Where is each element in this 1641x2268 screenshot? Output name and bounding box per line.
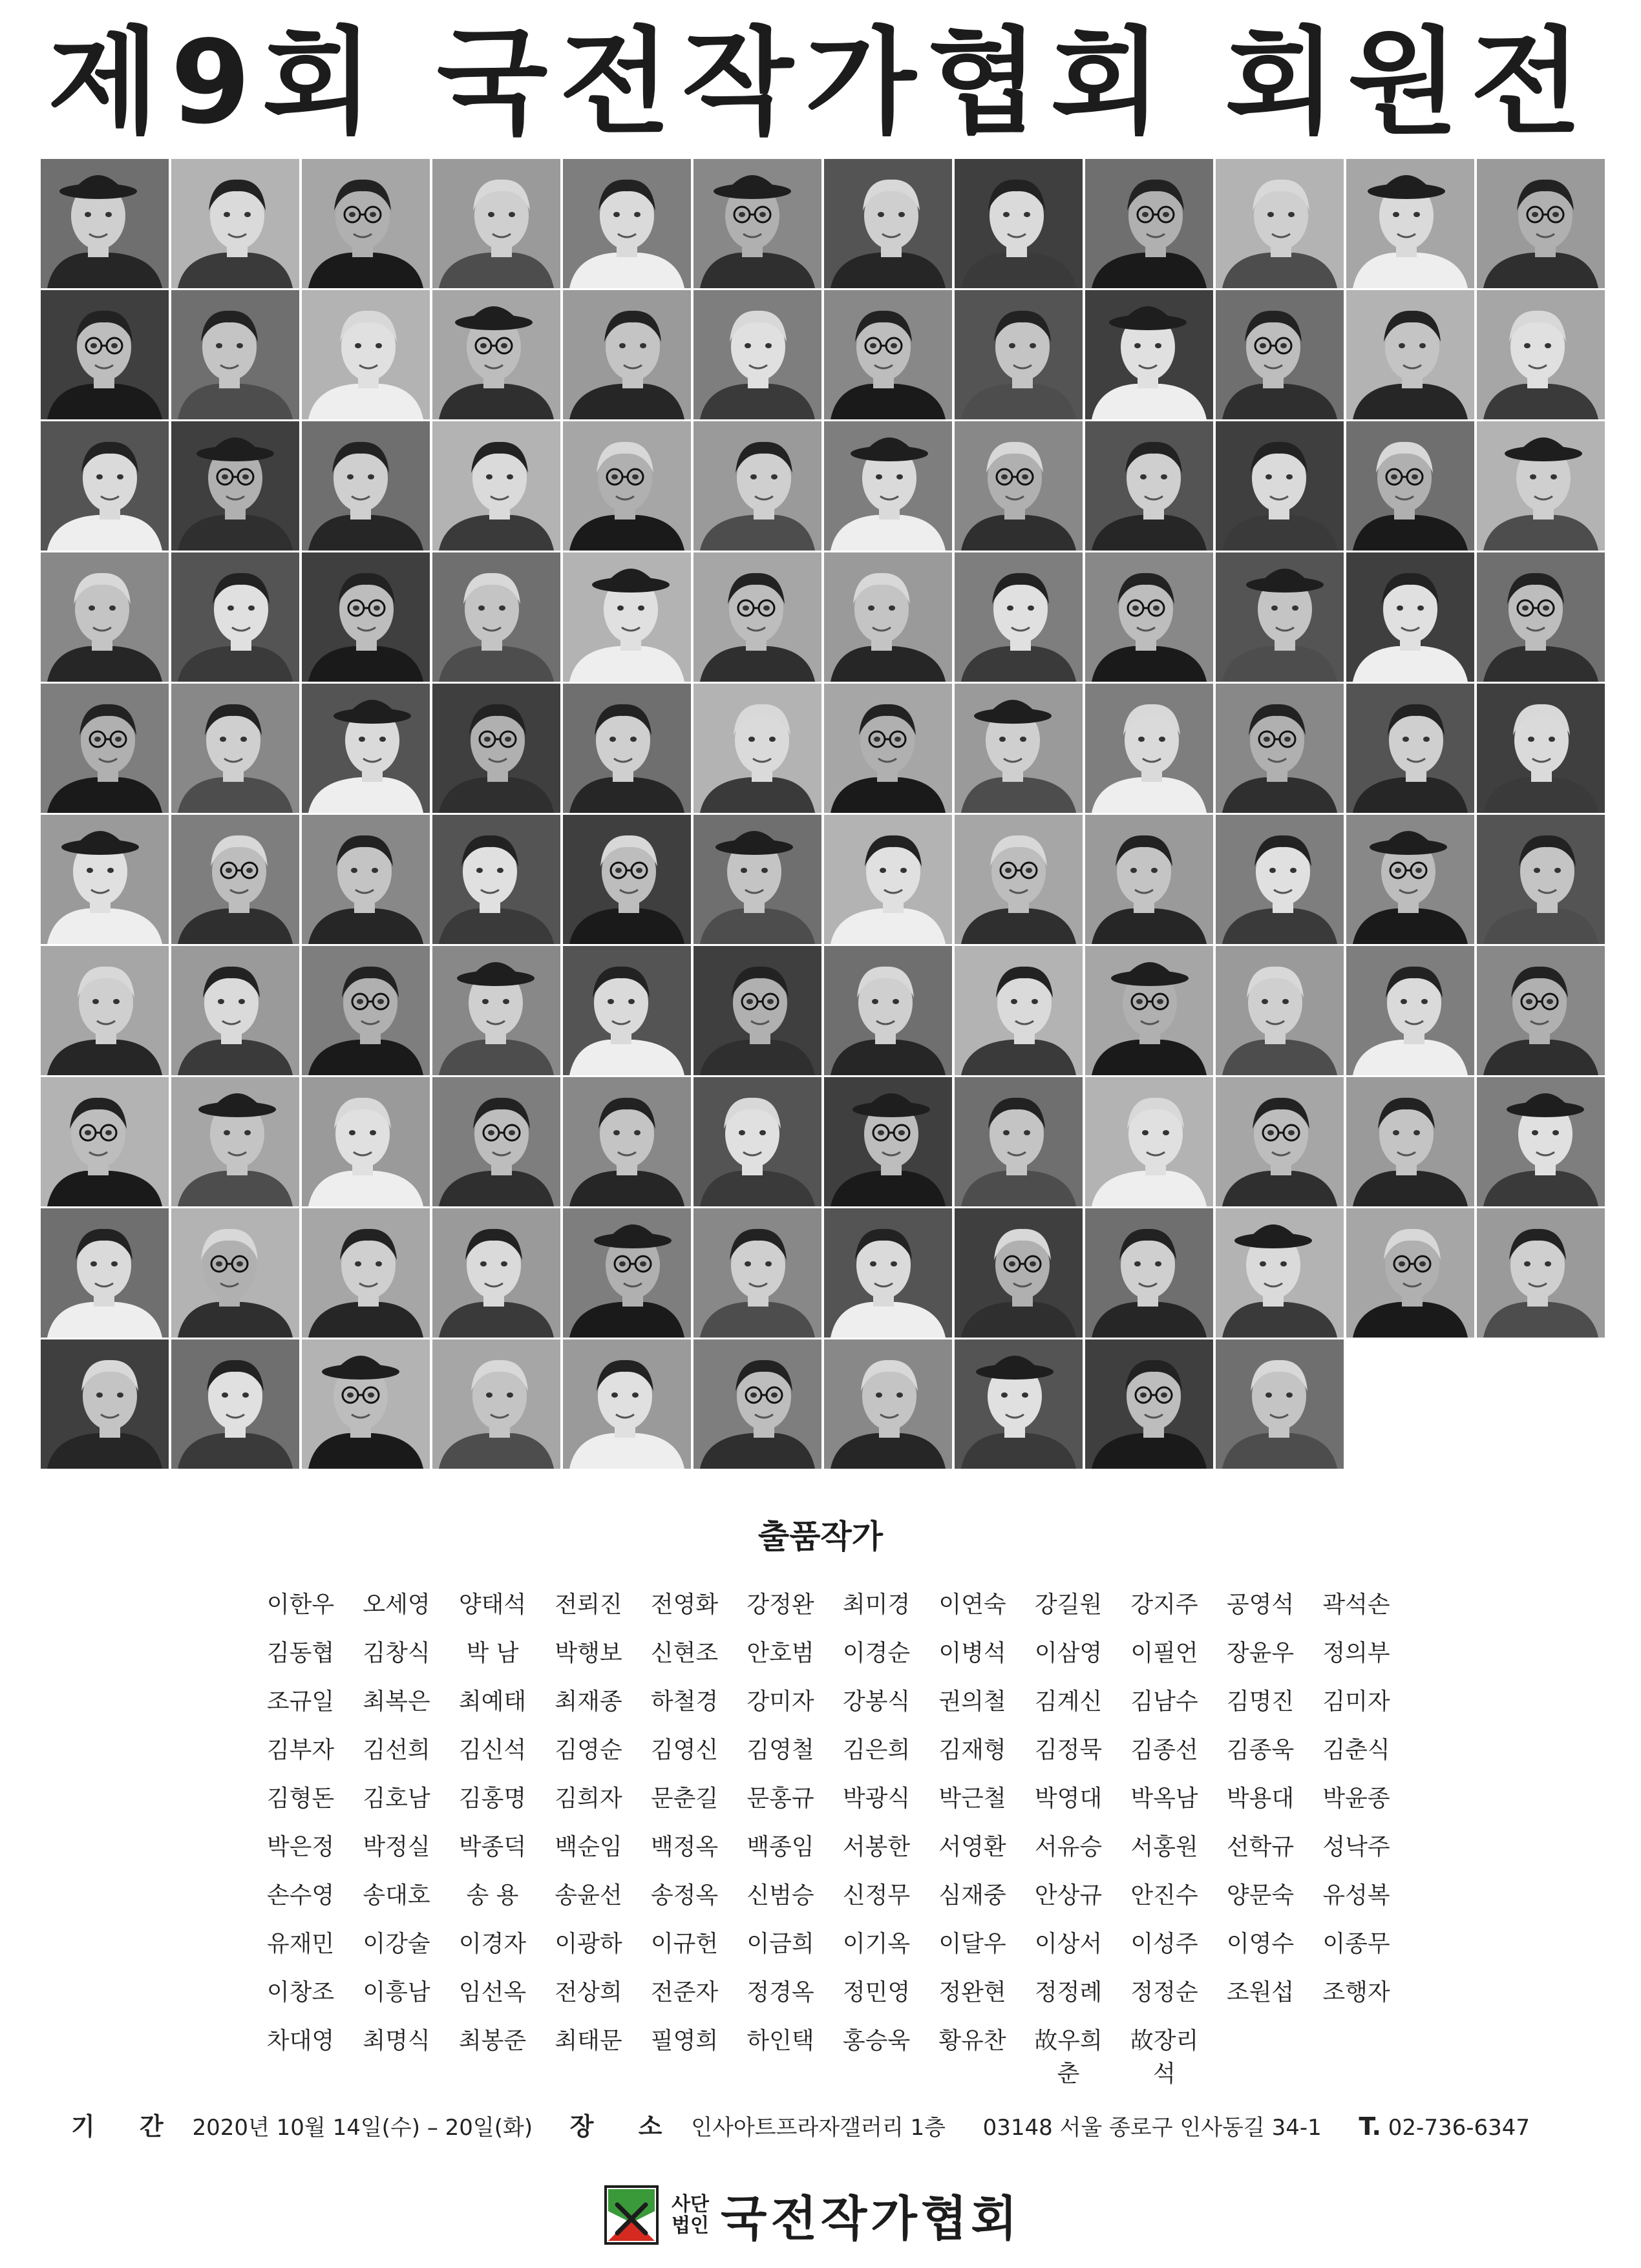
member-photo <box>171 159 299 288</box>
member-photo <box>1346 421 1474 551</box>
member-photo <box>171 1208 299 1338</box>
member-photo <box>1346 552 1474 682</box>
artist-name: 이상서 <box>1034 1931 1103 1957</box>
artist-name: 김호남 <box>363 1785 430 1812</box>
member-photo <box>1085 946 1213 1075</box>
artist-name: 이광하 <box>555 1931 622 1957</box>
logo-mark-icon <box>604 2185 659 2245</box>
artist-name: 조원섭 <box>1226 1979 1295 2006</box>
logo-small-line1: 사단 <box>672 2192 709 2216</box>
member-photo <box>955 421 1083 551</box>
logo-small-line2: 법인 <box>672 2214 709 2237</box>
artist-row <box>255 1877 1419 1926</box>
artist-name: 김형돈 <box>266 1785 335 1812</box>
artist-name: 문춘길 <box>650 1785 719 1812</box>
member-photo <box>563 815 691 944</box>
artist-name: 박행보 <box>555 1640 622 1666</box>
member-photo <box>432 815 560 944</box>
member-photo <box>1216 290 1344 419</box>
artist-name: 김명진 <box>1226 1688 1295 1715</box>
artist-name: 신현조 <box>650 1640 719 1666</box>
member-photo <box>41 684 169 813</box>
member-photo <box>693 1208 821 1338</box>
artist-name: 심재중 <box>938 1882 1006 1909</box>
member-photo <box>1216 684 1344 813</box>
artist-name: 김은희 <box>842 1737 911 1763</box>
member-photo <box>1085 815 1213 944</box>
artist-name: 백종임 <box>746 1834 814 1860</box>
member-photo <box>1346 1208 1474 1338</box>
member-photo <box>693 1077 821 1206</box>
member-photo <box>824 684 952 813</box>
artist-name: 이기옥 <box>842 1931 911 1957</box>
artist-name: 장윤우 <box>1226 1640 1295 1666</box>
logo-name: 국전작가협회 <box>720 2190 1021 2247</box>
artist-name: 성낙주 <box>1322 1834 1390 1860</box>
artist-name: 이흥남 <box>363 1979 430 2006</box>
member-photo <box>1346 946 1474 1075</box>
member-photo <box>1216 946 1344 1075</box>
member-photo <box>41 159 169 288</box>
artist-name: 신범승 <box>746 1882 814 1909</box>
artist-name: 서봉한 <box>842 1834 911 1860</box>
member-photo <box>41 421 169 551</box>
artist-name: 유재민 <box>266 1931 335 1957</box>
artist-name: 최미경 <box>842 1591 911 1618</box>
member-photo <box>1216 1339 1344 1469</box>
member-photo <box>693 552 821 682</box>
member-photo <box>302 946 430 1075</box>
artist-name: 정완현 <box>938 1979 1006 2006</box>
member-photo <box>41 815 169 944</box>
member-photo <box>1085 159 1213 288</box>
artist-name: 박용대 <box>1226 1785 1295 1812</box>
artist-name: 공영석 <box>1226 1591 1295 1618</box>
artist-name: 김영순 <box>555 1737 622 1763</box>
artist-name: 하철경 <box>650 1688 719 1715</box>
member-photo <box>432 1208 560 1338</box>
artist-name: 전준자 <box>650 1979 719 2006</box>
member-photo <box>432 421 560 551</box>
section-title: 출품작가 <box>757 1518 884 1555</box>
artist-name: 안호범 <box>746 1640 814 1666</box>
artist-name: 박 남 <box>466 1640 519 1666</box>
artist-name: 송 용 <box>466 1882 519 1909</box>
member-photo <box>955 1339 1083 1469</box>
member-photo <box>171 290 299 419</box>
member-photo <box>693 421 821 551</box>
artist-name: 권의철 <box>938 1688 1006 1715</box>
member-photo <box>955 1208 1083 1338</box>
artist-name: 김희자 <box>555 1785 622 1812</box>
artist-name: 정정순 <box>1130 1979 1198 2006</box>
member-photo <box>302 552 430 682</box>
artist-name: 이삼영 <box>1034 1640 1103 1666</box>
artist-name: 이한우 <box>266 1591 335 1618</box>
venue-address: 03148 서울 종로구 인사동길 34-1 <box>982 2115 1322 2141</box>
artist-name: 김정묵 <box>1034 1737 1103 1763</box>
member-photo <box>955 159 1083 288</box>
artist-row <box>255 1586 1419 1635</box>
member-photo <box>824 1339 952 1469</box>
member-photo <box>1085 684 1213 813</box>
member-photo <box>41 1077 169 1206</box>
member-photo <box>171 421 299 551</box>
artist-name: 이규헌 <box>650 1931 719 1957</box>
member-photo <box>432 159 560 288</box>
member-photo <box>1477 421 1605 551</box>
artist-name: 이연숙 <box>938 1591 1006 1618</box>
member-photo <box>1216 552 1344 682</box>
artist-name: 서유승 <box>1034 1834 1103 1860</box>
artist-name: 김선희 <box>363 1737 430 1763</box>
period-label: 기 간 <box>71 2112 182 2141</box>
member-photo <box>432 684 560 813</box>
member-photo <box>432 290 560 419</box>
artist-name: 임선옥 <box>458 1979 527 2006</box>
member-photo <box>1477 1077 1605 1206</box>
member-photo <box>563 552 691 682</box>
artist-name: 이성주 <box>1130 1931 1198 1957</box>
member-photo <box>824 552 952 682</box>
artist-row <box>255 1683 1419 1732</box>
member-photo <box>563 1208 691 1338</box>
member-photo <box>302 1208 430 1338</box>
member-photo <box>302 815 430 944</box>
member-photo <box>824 815 952 944</box>
artist-name: 강지주 <box>1130 1591 1198 1618</box>
artist-name: 김영신 <box>650 1737 719 1763</box>
artist-name: 이창조 <box>266 1979 335 2006</box>
artist-name: 이영수 <box>1226 1931 1295 1957</box>
artist-name: 조행자 <box>1322 1979 1390 2006</box>
artist-name: 이강술 <box>363 1931 430 1957</box>
artist-name: 백순임 <box>555 1834 622 1860</box>
artist-name: 박은정 <box>266 1834 335 1860</box>
member-photo <box>1216 159 1344 288</box>
artist-row <box>255 1974 1419 2022</box>
artist-row <box>255 1780 1419 1829</box>
member-photo <box>171 1077 299 1206</box>
artist-name: 김춘식 <box>1322 1737 1390 1763</box>
artist-name: 홍승욱 <box>842 2028 911 2054</box>
member-photo <box>171 552 299 682</box>
artist-name: 故우희춘 <box>1034 2028 1103 2087</box>
member-photo-grid <box>41 159 1607 1469</box>
artist-name: 하인택 <box>746 2028 814 2054</box>
member-photo <box>1085 1208 1213 1338</box>
artist-name: 김계신 <box>1034 1688 1103 1715</box>
artist-name: 강정완 <box>746 1591 814 1618</box>
artist-name: 조규일 <box>266 1688 335 1715</box>
artist-name: 김영철 <box>746 1737 814 1763</box>
artist-name: 김종욱 <box>1226 1737 1295 1763</box>
artist-name: 최복은 <box>363 1688 430 1715</box>
member-photo <box>563 946 691 1075</box>
member-photo <box>1477 1208 1605 1338</box>
member-photo <box>41 946 169 1075</box>
member-photo <box>41 290 169 419</box>
member-photo <box>171 1339 299 1469</box>
member-photo <box>302 1077 430 1206</box>
artist-name: 최예태 <box>458 1688 527 1715</box>
association-logo <box>604 2181 1021 2249</box>
member-photo <box>824 159 952 288</box>
artist-name: 김신석 <box>458 1737 527 1763</box>
member-photo <box>302 421 430 551</box>
member-photo <box>1216 1077 1344 1206</box>
member-photo <box>563 290 691 419</box>
artist-name: 정의부 <box>1322 1640 1390 1666</box>
member-photo <box>1085 421 1213 551</box>
artist-name: 송정옥 <box>650 1882 719 1909</box>
member-photo <box>1346 815 1474 944</box>
exhibition-info <box>71 2106 1571 2142</box>
member-photo <box>302 290 430 419</box>
member-photo <box>955 946 1083 1075</box>
artist-name: 정민영 <box>842 1979 911 2006</box>
member-photo <box>1216 815 1344 944</box>
artist-row <box>255 1926 1419 1974</box>
member-photo <box>302 684 430 813</box>
member-photo <box>955 290 1083 419</box>
member-photo <box>824 946 952 1075</box>
artist-name: 이금희 <box>746 1931 814 1957</box>
artist-name: 박영대 <box>1034 1785 1103 1812</box>
artist-name: 강미자 <box>746 1688 814 1715</box>
artist-name: 이경순 <box>842 1640 911 1666</box>
member-photo <box>432 1339 560 1469</box>
member-photo <box>563 159 691 288</box>
venue-label: 장 소 <box>569 2112 681 2141</box>
artist-name: 서홍원 <box>1130 1834 1198 1860</box>
artist-name: 송윤선 <box>555 1882 622 1909</box>
member-photo <box>955 1077 1083 1206</box>
member-photo <box>1216 1208 1344 1338</box>
member-photo <box>1346 290 1474 419</box>
artist-name: 전영화 <box>650 1591 719 1618</box>
artist-name: 전상희 <box>555 1979 622 2006</box>
artist-name: 박근철 <box>938 1785 1006 1812</box>
artist-name: 최명식 <box>363 2028 430 2054</box>
venue-value: 인사아트프라자갤러리 1층 <box>691 2115 946 2141</box>
artist-name: 김남수 <box>1130 1688 1198 1715</box>
artist-name: 선학규 <box>1226 1834 1295 1860</box>
member-photo <box>563 1339 691 1469</box>
member-photo <box>1477 684 1605 813</box>
member-photo <box>563 684 691 813</box>
artist-name: 정경옥 <box>746 1979 814 2006</box>
artist-name: 이경자 <box>458 1931 527 1957</box>
member-photo <box>563 421 691 551</box>
member-photo <box>955 684 1083 813</box>
artist-name: 故장리석 <box>1130 2028 1199 2087</box>
member-photo <box>1085 552 1213 682</box>
artist-name: 문홍규 <box>746 1785 814 1812</box>
artist-row <box>255 2022 1419 2087</box>
member-photo <box>41 1208 169 1338</box>
member-photo <box>824 290 952 419</box>
member-photo <box>171 815 299 944</box>
artist-name: 박광식 <box>842 1785 911 1812</box>
artist-name: 곽석손 <box>1322 1591 1390 1618</box>
member-photo <box>1346 1077 1474 1206</box>
artist-name-list <box>255 1586 1419 2087</box>
artist-name: 이종무 <box>1322 1931 1390 1957</box>
artist-name: 양문숙 <box>1226 1882 1295 1909</box>
artist-name: 신정무 <box>842 1882 911 1909</box>
artist-name: 송대호 <box>363 1882 430 1909</box>
member-photo <box>1477 159 1605 288</box>
artist-name: 김동협 <box>266 1640 335 1666</box>
member-photo <box>693 1339 821 1469</box>
artist-name: 김재형 <box>938 1737 1006 1763</box>
artist-name: 오세영 <box>363 1591 430 1618</box>
artist-name: 황유찬 <box>938 2028 1006 2054</box>
member-photo <box>171 946 299 1075</box>
artist-name: 차대영 <box>266 2028 335 2054</box>
member-photo <box>432 552 560 682</box>
artist-name: 안상규 <box>1034 1882 1103 1909</box>
member-photo <box>1216 421 1344 551</box>
member-photo <box>693 815 821 944</box>
artist-name: 강길원 <box>1034 1591 1103 1618</box>
phone-label: T. <box>1359 2112 1381 2141</box>
page-title: 제9회 국전작가협회 회원전 <box>47 16 1594 149</box>
artist-name: 필영희 <box>650 2028 719 2054</box>
member-photo <box>41 552 169 682</box>
artist-name: 최태문 <box>555 2028 622 2054</box>
artist-name: 박정실 <box>363 1834 430 1860</box>
artist-name: 김미자 <box>1322 1688 1390 1715</box>
artist-name: 정정례 <box>1034 1979 1103 2006</box>
artist-name: 백정옥 <box>650 1834 719 1860</box>
artist-row <box>255 1635 1419 1683</box>
artist-name: 김창식 <box>363 1640 430 1666</box>
member-photo <box>693 159 821 288</box>
member-photo <box>302 1339 430 1469</box>
artist-name: 김홍명 <box>458 1785 527 1812</box>
artist-row <box>255 1829 1419 1877</box>
phone-value: 02-736-6347 <box>1388 2115 1530 2141</box>
member-photo <box>1085 1339 1213 1469</box>
artist-name: 김종선 <box>1130 1737 1198 1763</box>
artist-name: 이달우 <box>938 1931 1006 1957</box>
member-photo <box>1085 290 1213 419</box>
member-photo <box>693 684 821 813</box>
member-photo <box>171 684 299 813</box>
member-photo <box>1477 290 1605 419</box>
artist-name: 박옥남 <box>1130 1785 1198 1812</box>
artist-name: 최봉준 <box>458 2028 527 2054</box>
member-photo <box>824 1208 952 1338</box>
artist-name: 유성복 <box>1322 1882 1390 1909</box>
member-photo <box>302 159 430 288</box>
member-photo <box>824 421 952 551</box>
artist-name: 손수영 <box>266 1882 335 1909</box>
artist-name: 서영환 <box>938 1834 1006 1860</box>
artist-name: 강봉식 <box>842 1688 911 1715</box>
artist-name: 양태석 <box>458 1591 527 1618</box>
member-photo <box>1346 159 1474 288</box>
member-photo <box>563 1077 691 1206</box>
member-photo <box>955 815 1083 944</box>
member-photo <box>1477 552 1605 682</box>
period-value: 2020년 10월 14일(수) – 20일(화) <box>192 2115 533 2141</box>
member-photo <box>693 946 821 1075</box>
member-photo <box>1477 815 1605 944</box>
artist-name: 이필언 <box>1130 1640 1198 1666</box>
artist-row <box>255 1732 1419 1780</box>
artist-name: 박종덕 <box>458 1834 527 1860</box>
member-photo <box>955 552 1083 682</box>
artist-name: 김부자 <box>266 1737 335 1763</box>
artist-name: 안진수 <box>1130 1882 1198 1909</box>
member-photo <box>1477 946 1605 1075</box>
artist-name: 박윤종 <box>1322 1785 1390 1812</box>
member-photo <box>1346 684 1474 813</box>
member-photo <box>41 1339 169 1469</box>
member-photo <box>693 290 821 419</box>
member-photo <box>1085 1077 1213 1206</box>
member-photo <box>432 1077 560 1206</box>
member-photo <box>432 946 560 1075</box>
artist-name: 이병석 <box>938 1640 1006 1666</box>
artist-name: 최재종 <box>555 1688 622 1715</box>
member-photo <box>824 1077 952 1206</box>
artist-name: 전뢰진 <box>555 1591 622 1618</box>
